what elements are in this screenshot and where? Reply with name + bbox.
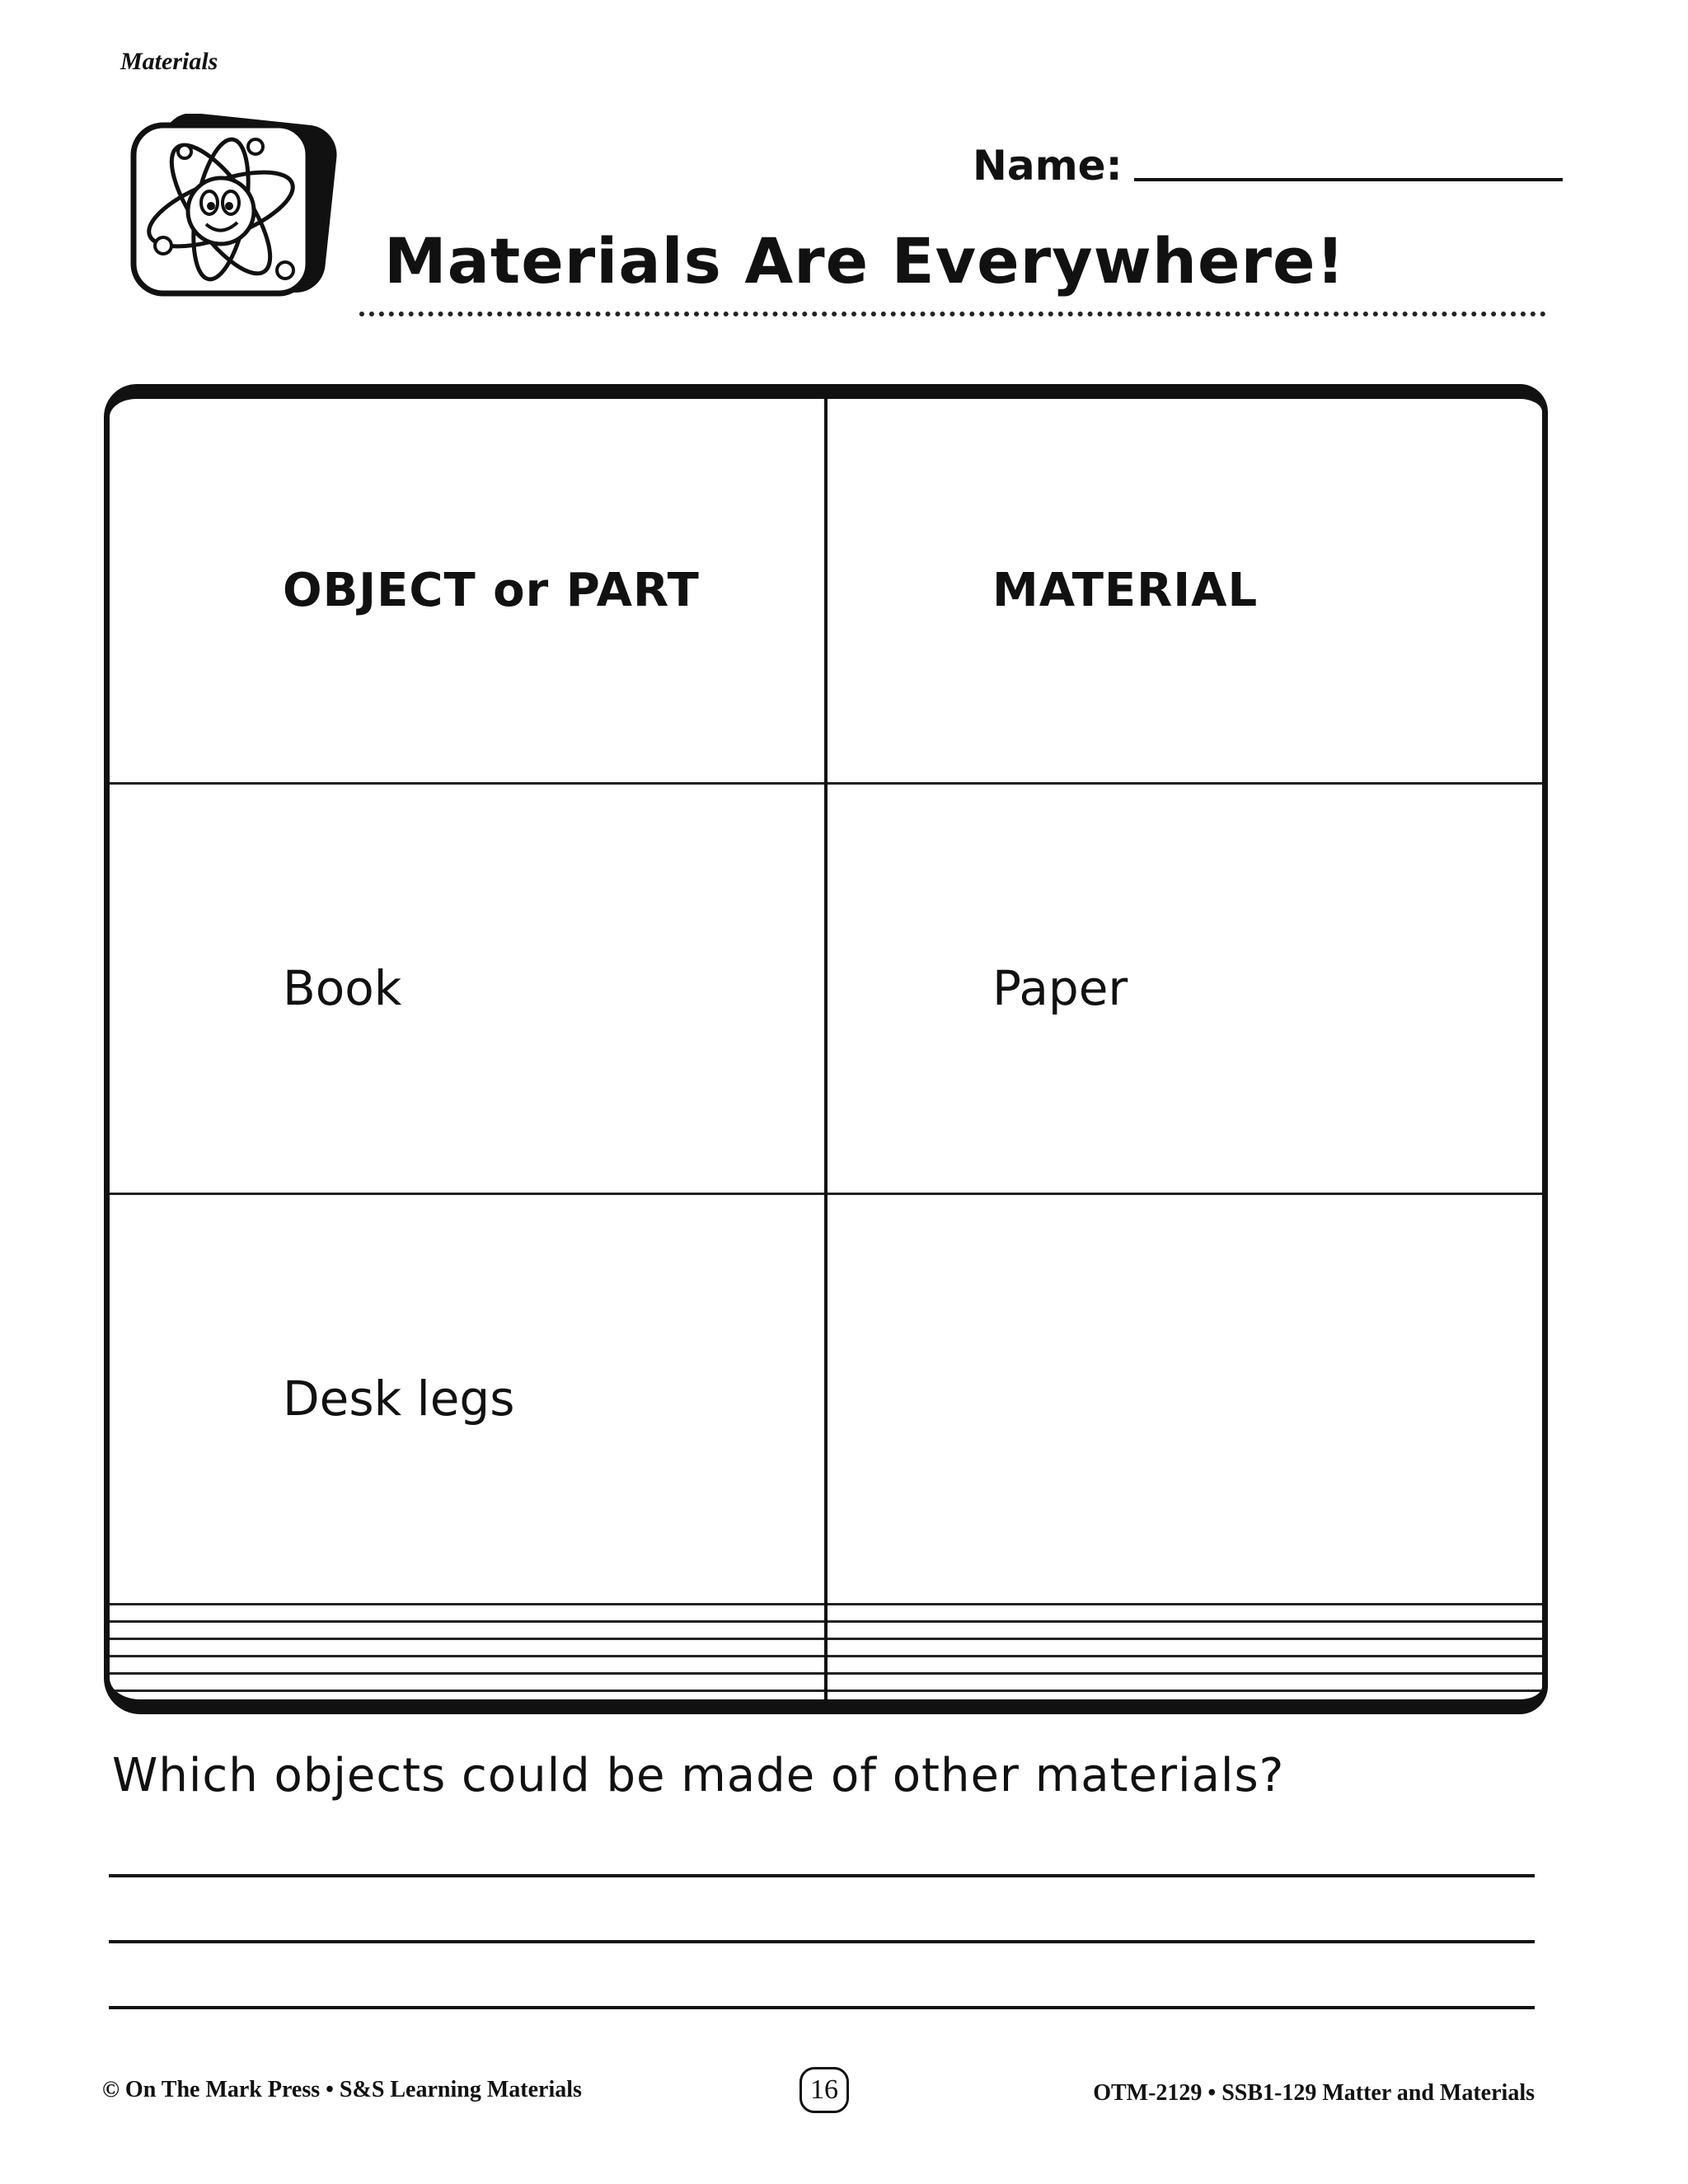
question-text: Which objects could be made of other materials? (112, 1749, 1285, 1802)
object-cell[interactable] (110, 1673, 826, 1690)
answer-line-1[interactable] (109, 1874, 1535, 1877)
object-cell[interactable]: Book (110, 783, 826, 1193)
name-row (973, 142, 1563, 190)
dotted-divider (359, 312, 1546, 316)
table-row (110, 1621, 1542, 1638)
table-row (110, 1638, 1542, 1656)
page-number: 16 (799, 2067, 849, 2113)
footer-copyright: © On The Mark Press • S&S Learning Materials (102, 2077, 582, 2102)
answer-line-2[interactable] (109, 1940, 1535, 1943)
object-cell[interactable] (110, 1690, 826, 1699)
table-row (110, 1690, 1542, 1699)
materials-table (110, 399, 1542, 1699)
table-row (110, 1604, 1542, 1621)
material-cell[interactable] (826, 1621, 1542, 1638)
name-label: Name: (973, 142, 1123, 190)
name-field[interactable] (1134, 178, 1563, 181)
material-cell[interactable] (826, 1193, 1542, 1604)
page-title: Materials Are Everywhere! (384, 224, 1346, 298)
table-row (110, 1193, 1542, 1604)
material-cell[interactable] (826, 1638, 1542, 1656)
footer-product-code: OTM-2129 • SSB1-129 Matter and Materials (1093, 2080, 1535, 2106)
material-cell[interactable] (826, 1690, 1542, 1699)
column-header-material: MATERIAL (826, 399, 1542, 783)
table-row (110, 783, 1542, 1193)
answer-line-3[interactable] (109, 2006, 1535, 2009)
table-header-row (110, 399, 1542, 783)
object-cell[interactable] (110, 1656, 826, 1673)
material-cell[interactable] (826, 1673, 1542, 1690)
object-cell[interactable] (110, 1604, 826, 1621)
material-cell[interactable] (826, 1604, 1542, 1621)
object-cell[interactable] (110, 1621, 826, 1638)
materials-table-frame (104, 384, 1548, 1714)
column-header-object: OBJECT or PART (110, 399, 826, 783)
object-cell[interactable] (110, 1638, 826, 1656)
object-cell[interactable]: Desk legs (110, 1193, 826, 1604)
section-label: Materials (120, 48, 218, 75)
material-cell[interactable] (826, 1656, 1542, 1673)
table-row (110, 1673, 1542, 1690)
material-cell[interactable]: Paper (826, 783, 1542, 1193)
table-row (110, 1656, 1542, 1673)
atom-character-icon (124, 114, 338, 303)
